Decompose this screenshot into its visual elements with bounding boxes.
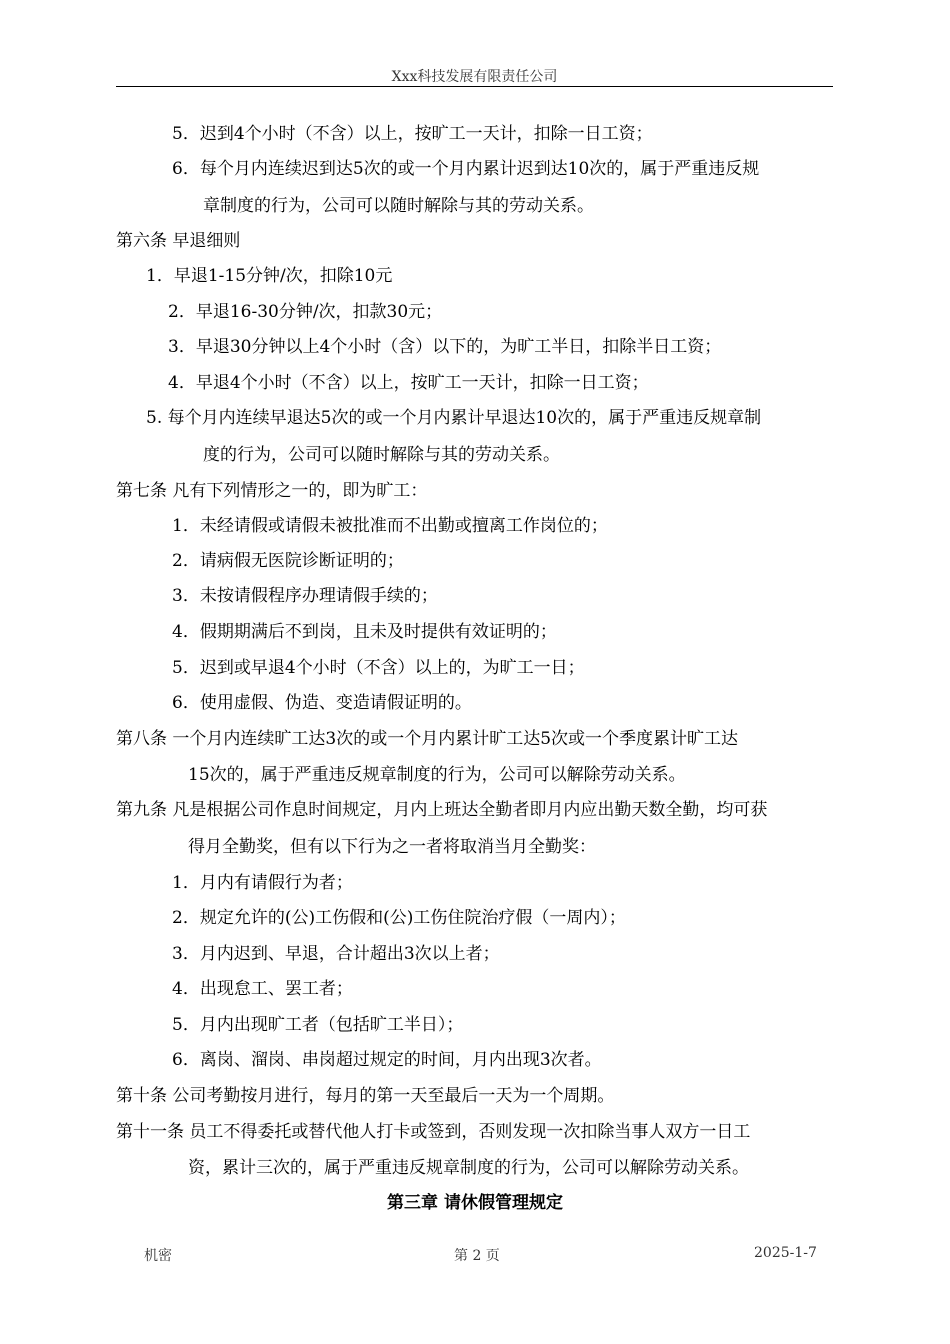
text-line: 1．早退1-15分钟/次，扣除10元 [146, 266, 393, 286]
text-line: 2．早退16-30分钟/次，扣款30元； [168, 302, 443, 322]
chapter-title: 第三章 请休假管理规定 [387, 1193, 563, 1213]
text-line: 2．规定允许的(公)工伤假和(公)工伤住院治疗假（一周内）； [172, 908, 626, 928]
text-line: 4．早退4个小时（不含）以上，按旷工一天计，扣除一日工资； [168, 373, 649, 393]
text-line: 2．请病假无医院诊断证明的； [172, 551, 404, 571]
article-heading: 第九条 凡是根据公司作息时间规定，月内上班达全勤者即月内应出勤天数全勤，均可获 [116, 800, 768, 820]
footer-date: 2025-1-7 [754, 1245, 817, 1261]
text-line: 资，累计三次的，属于严重违反规章制度的行为，公司可以解除劳动关系。 [188, 1158, 749, 1178]
text-line: 5．迟到4个小时（不含）以上，按旷工一天计，扣除一日工资； [172, 124, 653, 144]
text-line: 5. 每个月内连续早退达5次的或一个月内累计早退达10次的，属于严重违反规章制 [146, 408, 762, 428]
article-heading: 第十一条 员工不得委托或替代他人打卡或签到，否则发现一次扣除当事人双方一日工 [116, 1122, 751, 1142]
text-line: 6．使用虚假、伪造、变造请假证明的。 [172, 693, 472, 713]
article-heading: 第七条 凡有下列情形之一的，即为旷工： [116, 481, 428, 501]
text-line: 1．未经请假或请假未被批准而不出勤或擅离工作岗位的； [172, 516, 608, 536]
text-line: 章制度的行为，公司可以随时解除与其的劳动关系。 [203, 196, 594, 216]
text-line: 3．月内迟到、早退，合计超出3次以上者； [172, 944, 500, 964]
page-header: Xxx科技发展有限责任公司 [391, 69, 558, 85]
footer-confidential: 机密 [144, 1248, 172, 1264]
text-line: 度的行为，公司可以随时解除与其的劳动关系。 [203, 445, 560, 465]
text-line: 5．月内出现旷工者（包括旷工半日）； [172, 1015, 464, 1035]
article-heading: 第八条 一个月内连续旷工达3次的或一个月内累计旷工达5次或一个季度累计旷工达 [116, 729, 739, 749]
header-divider [116, 86, 833, 87]
article-heading: 第十条 公司考勤按月进行，每月的第一天至最后一天为一个周期。 [116, 1086, 615, 1106]
article-heading: 第六条 早退细则 [116, 231, 241, 251]
text-line: 4．出现怠工、罢工者； [172, 979, 353, 999]
text-line: 4．假期期满后不到岗，且未及时提供有效证明的； [172, 622, 557, 642]
text-line: 得月全勤奖，但有以下行为之一者将取消当月全勤奖： [188, 837, 596, 857]
text-line: 3．未按请假程序办理请假手续的； [172, 586, 438, 606]
text-line: 1．月内有请假行为者； [172, 873, 353, 893]
text-line: 15次的，属于严重违反规章制度的行为，公司可以解除劳动关系。 [188, 765, 686, 785]
text-line: 6．每个月内连续迟到达5次的或一个月内累计迟到达10次的，属于严重违反规 [172, 159, 760, 179]
text-line: 5．迟到或早退4个小时（不含）以上的，为旷工一日； [172, 658, 585, 678]
text-line: 3．早退30分钟以上4个小时（含）以下的，为旷工半日，扣除半日工资； [168, 337, 722, 357]
footer-page-number: 第 2 页 [454, 1248, 500, 1264]
text-line: 6．离岗、溜岗、串岗超过规定的时间，月内出现3次者。 [172, 1050, 602, 1070]
